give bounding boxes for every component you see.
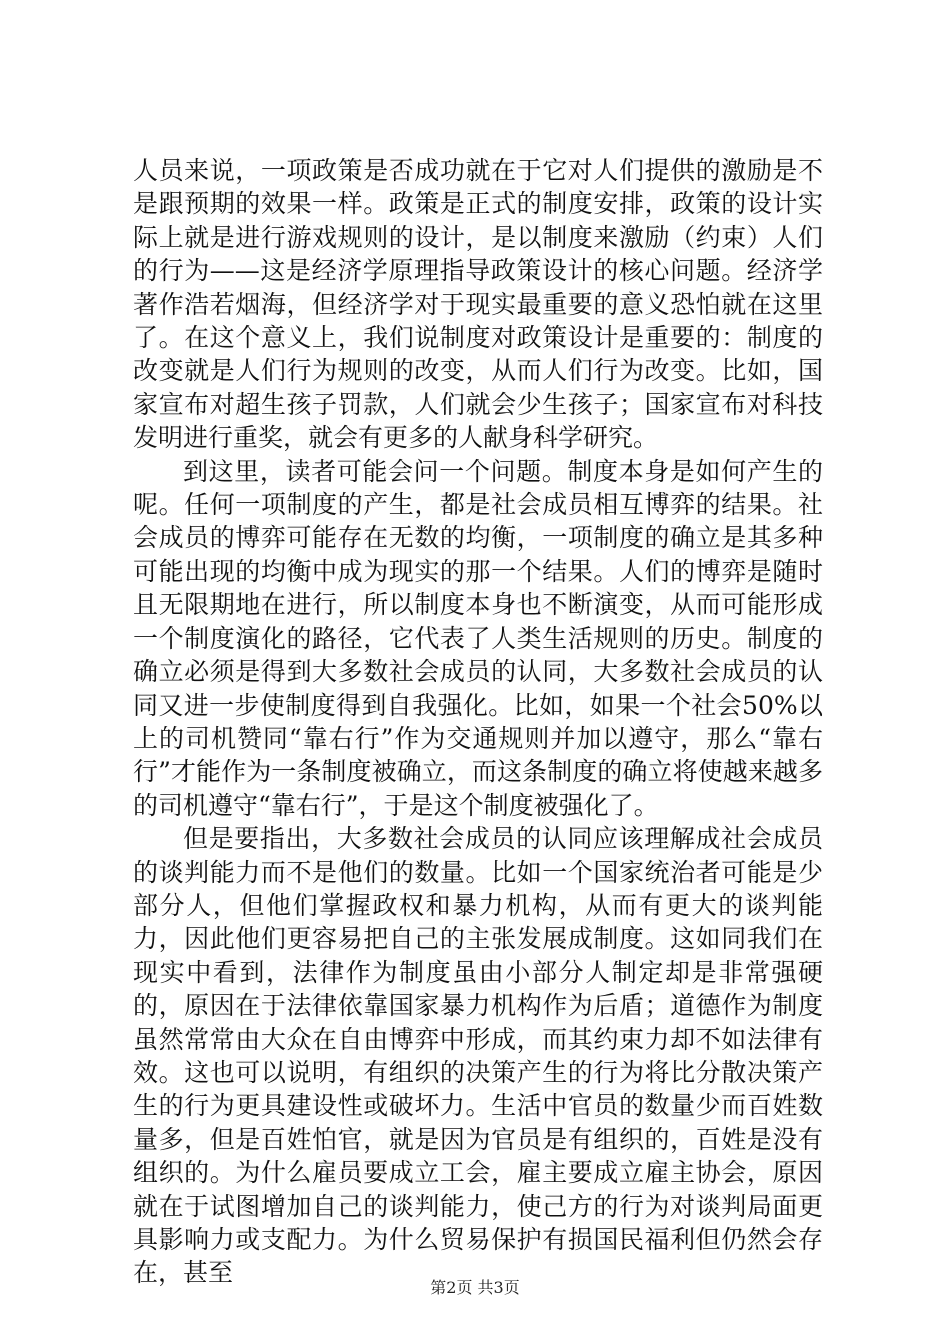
paragraph-3: 但是要指出，大多数社会成员的认同应该理解成社会成员的谈判能力而不是他们的数量。比如一个国家统治者可能是少部分人，但他们掌握政权和暴力机构，从而有更大的谈判能力，因此他们更容易把自己的主张发展成制度。这如同我们在现实中看到，法律作为制度虽由小部分人制定却是非常强硬的，原因在于法律依靠国家暴力机构作为后盾；道德作为制度虽然常常由大众在自由博弈中形成，而其约束力却不如法律有效。这也可以说明，有组织的决策产生的行为将比分散决策产生的行为更具建设性或破坏力。生活中官员的数量少而百姓数量多，但是百姓怕官，就是因为官员是有组织的，百姓是没有组织的。为什么雇员要成立工会，雇主要成立雇主协会，原因就在于试图增加自己的谈判能力，使己方的行为对谈判局面更具影响力或支配力。为什么贸易保护有损国民福利但仍然会存在，甚至 — [133, 824, 823, 1288]
body-text — [133, 154, 823, 1290]
page-number-footer: 第2页 共3页 — [430, 1278, 520, 1297]
paragraph-1: 人员来说，一项政策是否成功就在于它对人们提供的激励是不是跟预期的效果一样。政策是正式的制度安排，政策的设计实际上就是进行游戏规则的设计，是以制度来激励（约束）人们的行为——这是经济学原理指导政策设计的核心问题。经济学著作浩若烟海，但经济学对于现实最重要的意义恐怕就在这里了。在这个意义上，我们说制度对政策设计是重要的：制度的改变就是人们行为规则的改变，从而人们行为改变。比如，国家宣布对超生孩子罚款，人们就会少生孩子；国家宣布对科技发明进行重奖，就会有更多的人献身科学研究。 — [133, 156, 823, 453]
paragraph-2: 到这里，读者可能会问一个问题。制度本身是如何产生的呢。任何一项制度的产生，都是社会成员相互博弈的结果。社会成员的博弈可能存在无数的均衡，一项制度的确立是其多种可能出现的均衡中成为现实的那一个结果。人们的博弈是随时且无限期地在进行，所以制度本身也不断演变，从而可能形成一个制度演化的路径，它代表了人类生活规则的历史。制度的确立必须是得到大多数社会成员的认同，大多数社会成员的认同又进一步使制度得到自我强化。比如，如果一个社会50%以上的司机赞同“靠右行”作为交通规则并加以遵守，那么“靠右行”才能作为一条制度被确立，而这条制度的确立将使越来越多的司机遵守“靠右行”，于是这个制度被强化了。 — [133, 456, 823, 820]
